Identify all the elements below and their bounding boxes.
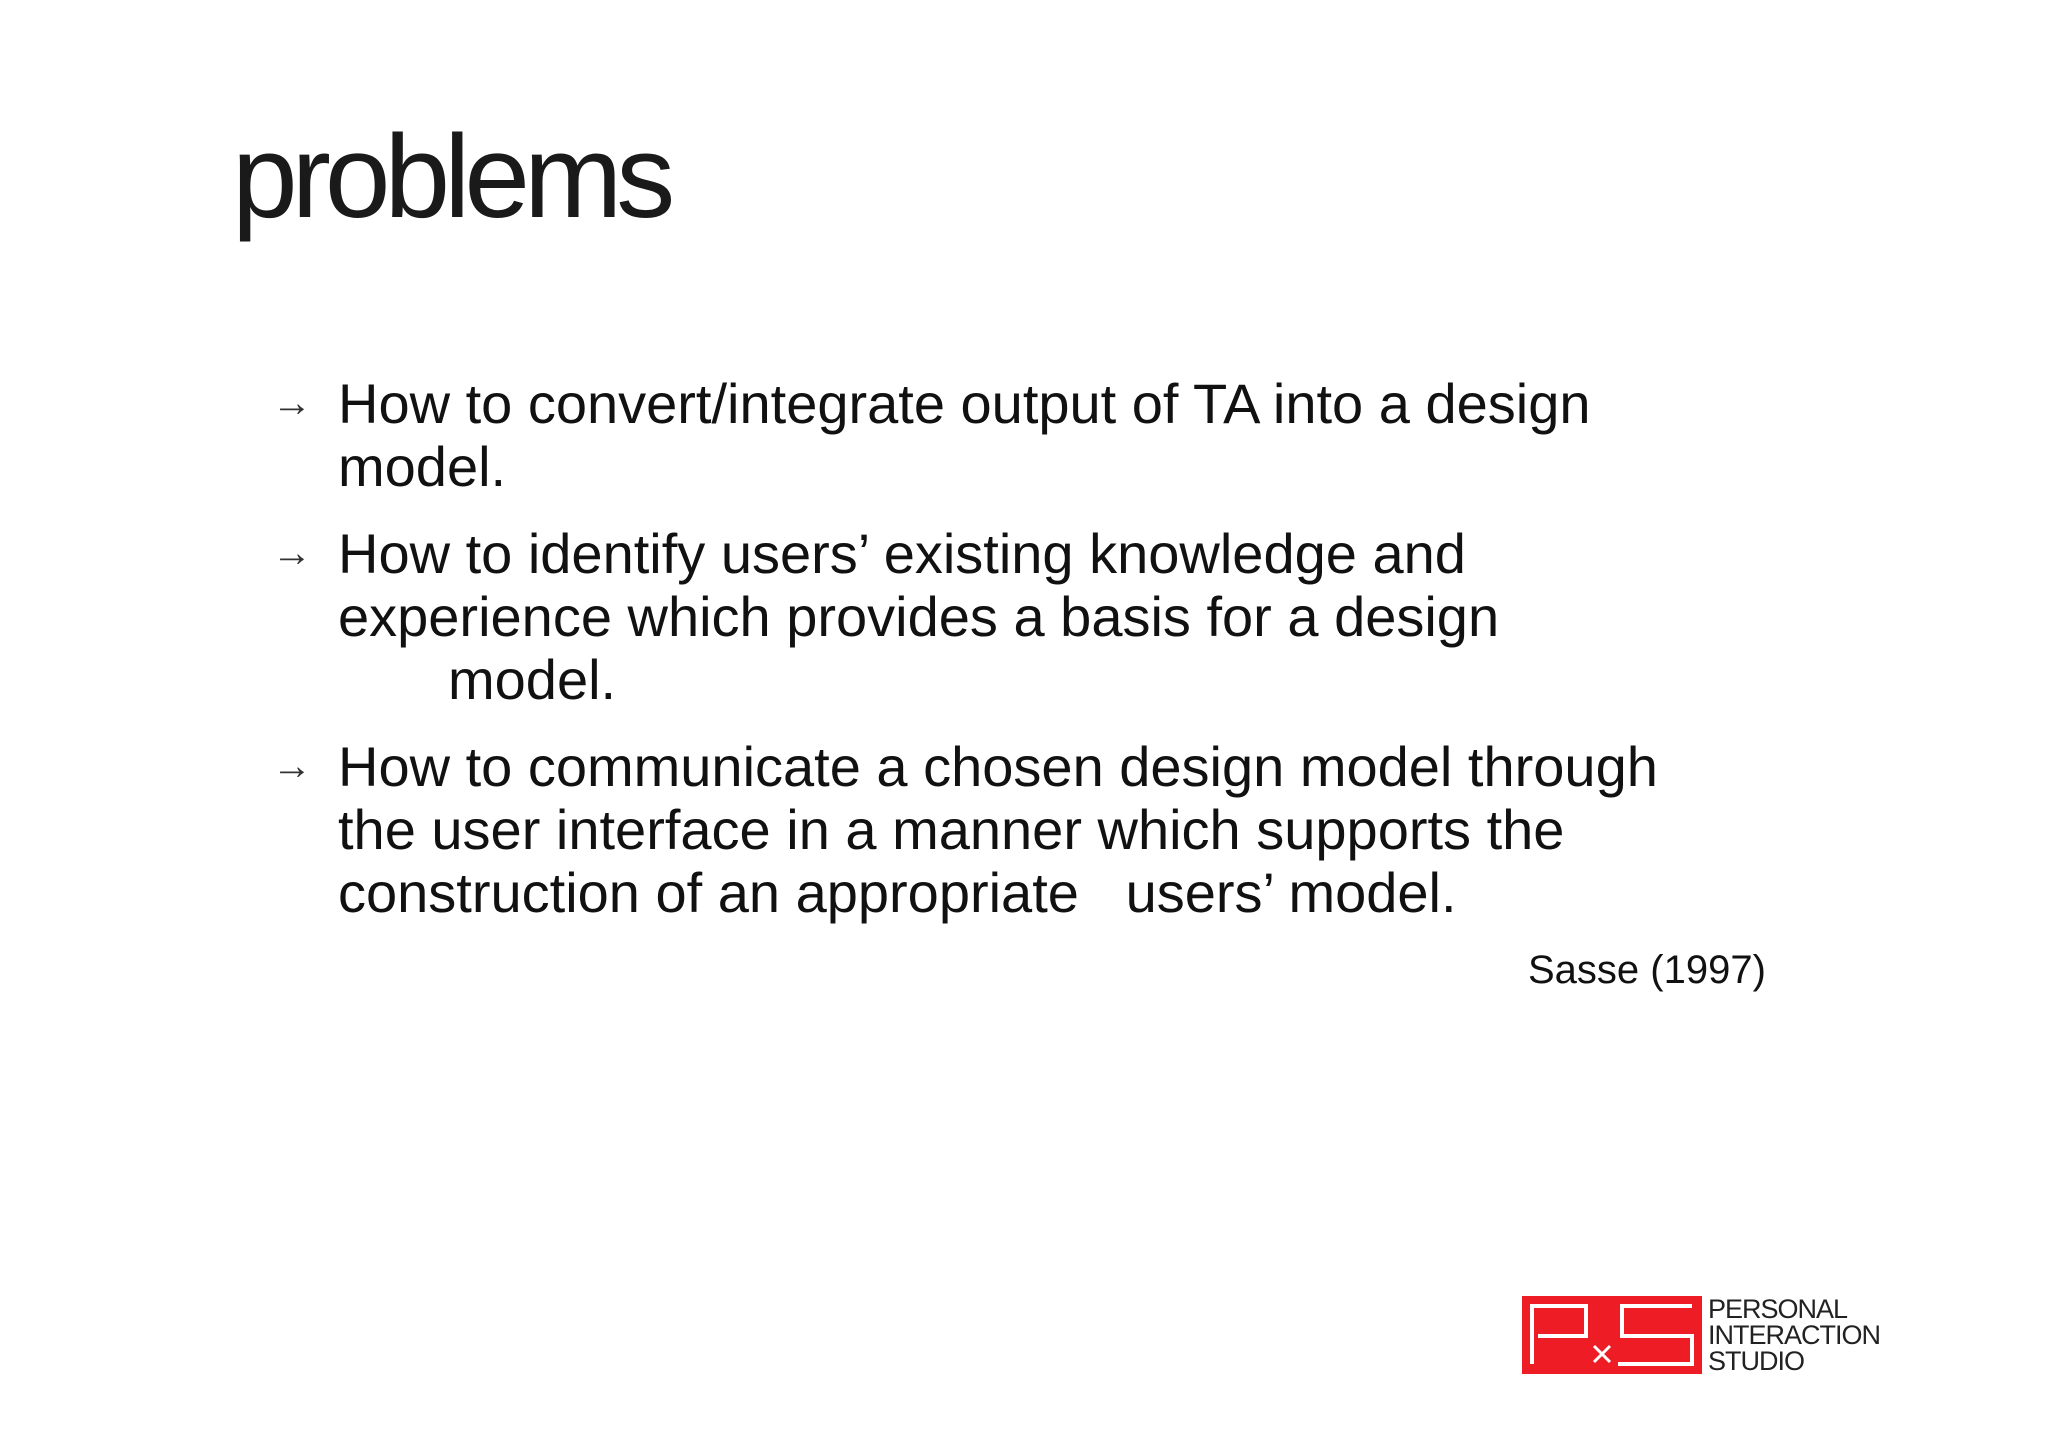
bullet-line: model. [338, 435, 507, 498]
pxs-logo-icon [1522, 1296, 1702, 1374]
list-item [272, 372, 1752, 498]
logo-line: PERSONAL [1708, 1294, 1848, 1324]
logo-line: STUDIO [1708, 1346, 1805, 1376]
bullet-list [272, 372, 1752, 948]
citation: Sasse (1997) [1528, 948, 1766, 992]
logo-wordmark [1708, 1296, 1880, 1374]
bullet-line: construction of an appropriate users’ model. [338, 861, 1457, 924]
bullet-line: the user interface in a manner which supports the [338, 798, 1565, 861]
arrow-right-icon: → [272, 381, 312, 425]
bullet-line: model. [448, 648, 617, 711]
pxs-logo-mark [1522, 1296, 1702, 1374]
list-item [272, 735, 1752, 924]
arrow-right-icon: → [272, 744, 312, 788]
bullet-line: How to communicate a chosen design model through [338, 735, 1658, 798]
bullet-line: How to identify users’ existing knowledge and [338, 522, 1466, 585]
logo-line: INTERACTION [1708, 1320, 1881, 1350]
list-item [272, 522, 1752, 711]
bullet-line: experience which provides a basis for a design [338, 585, 1500, 648]
page-title: problems [232, 111, 670, 243]
bullet-line: How to convert/integrate output of TA into a design [338, 372, 1591, 435]
arrow-right-icon: → [272, 531, 312, 575]
